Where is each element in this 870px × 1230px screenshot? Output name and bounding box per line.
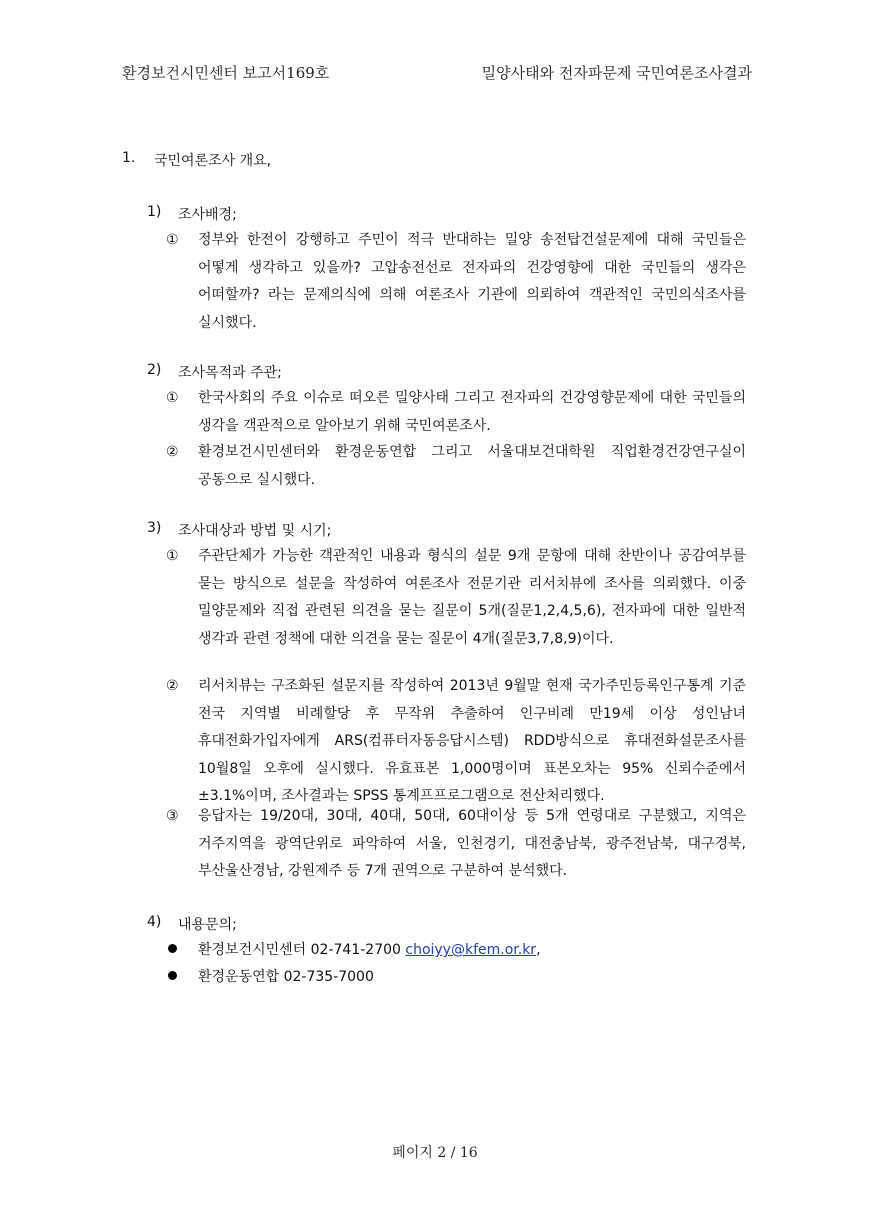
page-label: 페이지 — [392, 1145, 433, 1161]
report-title: 환경보건시민센터 보고서169호 — [122, 64, 330, 82]
document-title: 밀양사태와 전자파문제 국민여론조사결과 — [481, 64, 752, 82]
item-title: 조사목적과 주관; — [178, 365, 282, 381]
page-total: 16 — [459, 1145, 478, 1161]
item-number: 2) — [147, 362, 162, 378]
circled-marker: ③ — [166, 808, 179, 824]
paragraph: 정부와 한전이 강행하고 주민이 적극 반대하는 밀양 송전탑건설문제에 대해 국민들은 어떻게 생각하고 있을까? 고압송전선로 전자파의 건강영향에 대한 국민들의 생각은 어떠할까? 라는 문제의식에 의해 여론조사 기관에 의뢰하여 객관적인 국민의식조사를 실시했다. — [198, 232, 746, 331]
item-number: 3) — [147, 520, 162, 536]
circled-marker: ① — [166, 232, 179, 248]
page-number: 2 — [437, 1145, 447, 1161]
bullet-icon — [168, 971, 177, 980]
section-title: 국민여론조사 개요, — [154, 153, 272, 169]
circled-marker: ① — [166, 390, 179, 406]
contact-text: 환경보건시민센터 02-741-2700 — [198, 942, 406, 958]
circled-marker: ① — [166, 548, 179, 564]
contact-line — [198, 939, 541, 959]
item-title: 조사대상과 방법 및 시기; — [178, 523, 332, 539]
section-number: 1. — [122, 150, 136, 166]
paragraph: 주관단체가 가능한 객관적인 내용과 형식의 설문 9개 문항에 대해 찬반이나 공감여부를 묻는 방식으로 설문을 작성하여 여론조사 전문기관 리서치뷰에 조사를 의뢰했다. 이중 밀양문제와 직접 관련된 의견을 묻는 질문이 5개(질문1,2,4,5,6), 전자파에 대한 일반적 생각과 관련 정책에 대한 의견을 묻는 질문이 4개(질문3,7,8,9)이다. — [198, 548, 746, 647]
paragraph: 한국사회의 주요 이슈로 떠오른 밀양사태 그리고 전자파의 건강영향문제에 대한 국민들의 생각을 객관적으로 알아보기 위해 국민여론조사. — [198, 390, 746, 434]
page-footer — [0, 1142, 870, 1162]
contact-line: 환경운동연합 02-735-7000 — [198, 969, 374, 985]
paragraph: 리서치뷰는 구조화된 설문지를 작성하여 2013년 9월말 현재 국가주민등록인구통계 기준 전국 지역별 비례할당 후 무작위 추출하여 인구비례 만19세 이상 성인남녀 휴대전화가입자에게 ARS(컴퓨터자동응답시스템) RDD방식으로 휴대전화설문조사를 10월8일 오후에 실시했다. 유효표본 1,000명이며 표본오차는 95% 신뢰수준에서 ±3.1%이며, 조사결과는 SPSS 통계프프로그램으로 전산처리했다. — [198, 678, 746, 804]
page-header — [122, 62, 752, 84]
item-number: 1) — [147, 204, 162, 220]
circled-marker: ② — [166, 678, 179, 694]
paragraph: 응답자는 19/20대, 30대, 40대, 50대, 60대이상 등 5개 연령대로 구분했고, 지역은 거주지역을 광역단위로 파악하여 서울, 인천경기, 대전충남북, 광주전남북, 대구경북, 부산울산경남, 강원제주 등 7개 권역으로 구분하여 분석했다. — [198, 808, 746, 879]
page-separator: / — [446, 1145, 460, 1161]
bullet-icon — [168, 944, 177, 953]
email-link[interactable]: choiyy@kfem.or.kr — [405, 942, 537, 958]
item-title: 내용문의; — [178, 917, 237, 933]
paragraph: 환경보건시민센터와 환경운동연합 그리고 서울대보건대학원 직업환경건강연구실이 공동으로 실시했다. — [198, 444, 746, 488]
contact-suffix: , — [536, 942, 541, 958]
item-number: 4) — [147, 914, 162, 930]
item-title: 조사배경; — [178, 207, 237, 223]
circled-marker: ② — [166, 444, 179, 460]
